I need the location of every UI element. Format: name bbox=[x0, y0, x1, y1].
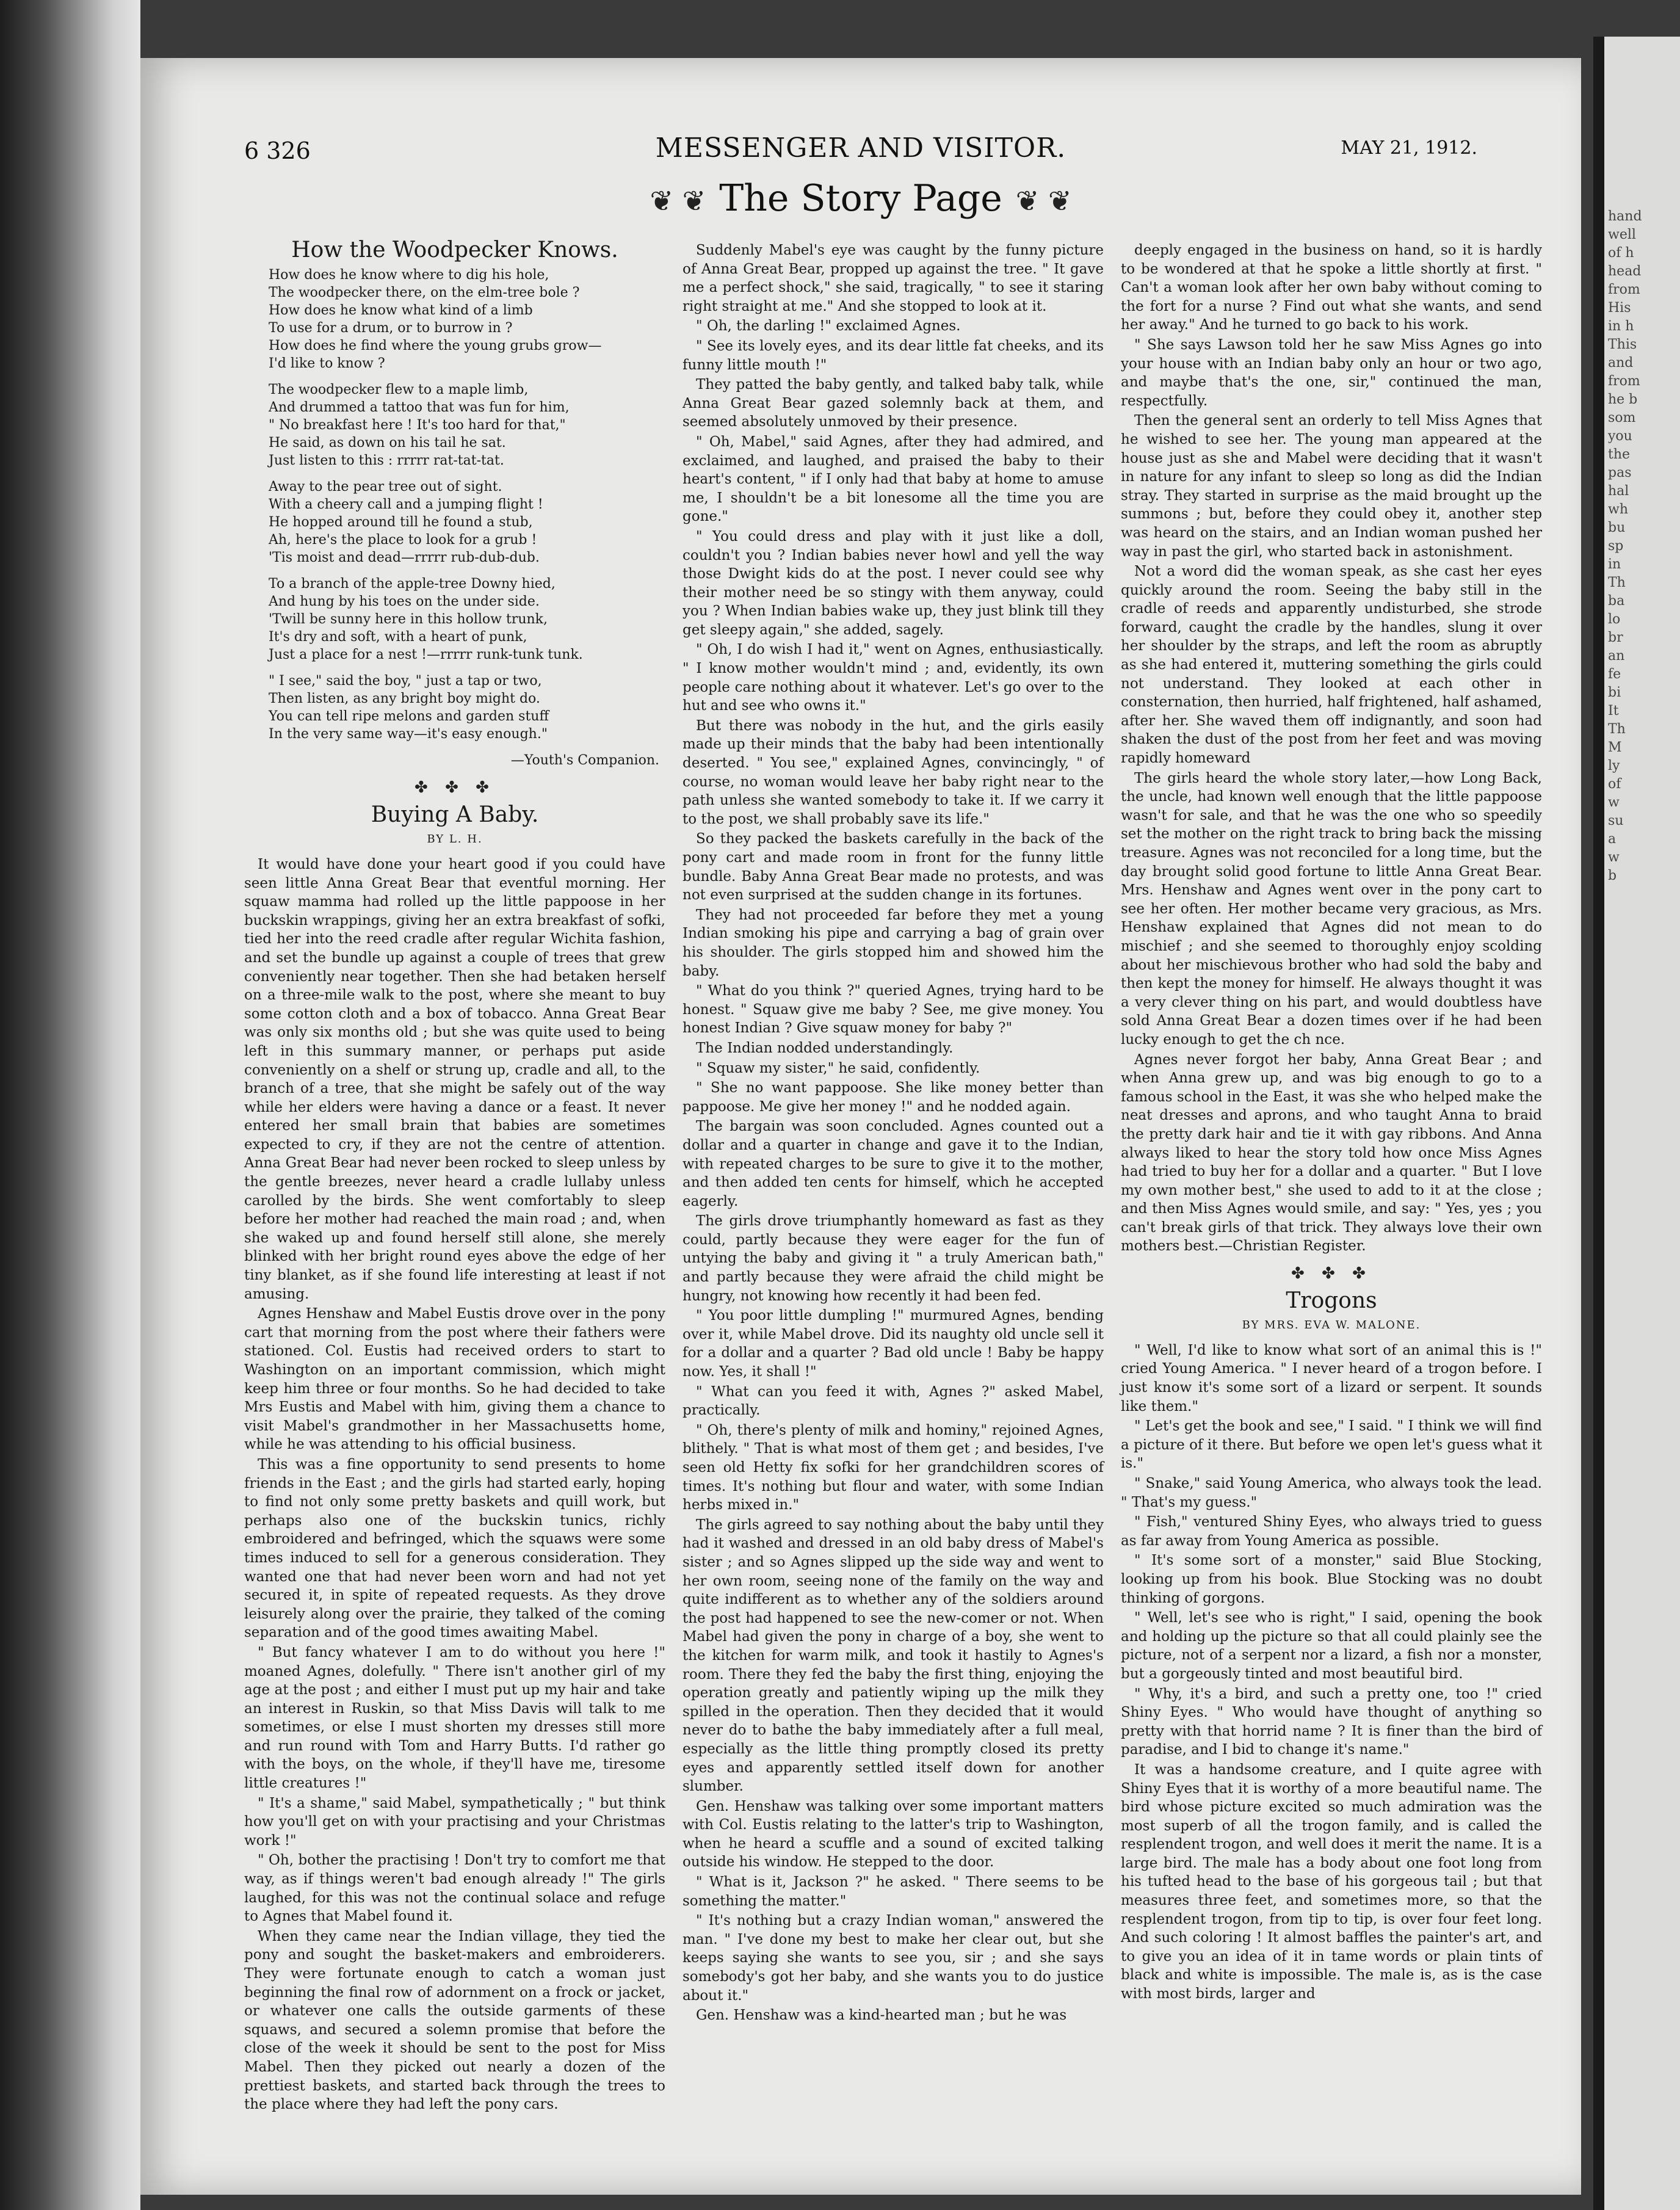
paragraph: " See its lovely eyes, and its dear little fat cheeks, and its funny little mouth !" bbox=[682, 338, 1104, 373]
adjacent-text-fragment: fe bbox=[1608, 667, 1621, 682]
poem-line: " No breakfast here ! It's too hard for that," bbox=[269, 417, 566, 433]
poem-line: In the very same way—it's easy enough." bbox=[269, 726, 548, 742]
adjacent-text-fragment: head bbox=[1608, 264, 1642, 279]
column-2 bbox=[682, 241, 1104, 2026]
poem-stanza bbox=[269, 672, 665, 743]
adjacent-page bbox=[1593, 37, 1680, 2210]
paragraph: Gen. Henshaw was talking over some important matters with Col. Eustis relating to the latter's trip to Washington, when he heard a scuffle and a sound of excited talking outside his window. He stepped to the door. bbox=[682, 1798, 1104, 1871]
paragraph: Suddenly Mabel's eye was caught by the funny picture of Anna Great Bear, propped up against the tree. " It gave me a perfect shock," she said, tragically, " to see it staring right straight at me." And she stopped to look at it. bbox=[682, 242, 1104, 314]
adjacent-text-fragment: ly bbox=[1608, 758, 1620, 774]
adjacent-text-fragment: Th bbox=[1608, 575, 1626, 590]
poem-line: How does he know what kind of a limb bbox=[269, 302, 533, 318]
paragraph: So they packed the baskets carefully in the back of the pony cart and made room in front for the funny little bundle. Baby Anna Great Bear made no protests, and was not even surprised at the sudden change in its fortunes. bbox=[682, 831, 1104, 904]
adjacent-text-fragment: an bbox=[1608, 648, 1625, 664]
adjacent-text-fragment: w bbox=[1608, 795, 1620, 810]
paragraph: But there was nobody in the hut, and the girls easily made up their minds that the baby had been intentionally deserted. " You see," explained Agnes, convincingly, " of course, no woman would leave her baby right near to the path unless she wanted somebody to take it. If we carry it to the post, we shall probably save its life." bbox=[682, 717, 1104, 827]
paragraph: " It's a shame," said Mabel, sympathetically ; " but think how you'll get on with your practising and your Christmas work !" bbox=[244, 1795, 665, 1849]
ornament-right: ❦ ❦ bbox=[1015, 184, 1072, 217]
newspaper-page bbox=[140, 58, 1581, 2195]
section-title bbox=[140, 177, 1581, 220]
poem-line: To a branch of the apple-tree Downy hied, bbox=[269, 576, 556, 592]
section-title-text: The Story Page bbox=[719, 177, 1002, 220]
poem-line: How does he know where to dig his hole, bbox=[269, 267, 549, 283]
separator: ✤ ✤ ✤ bbox=[415, 778, 495, 797]
paragraph: " Well, I'd like to know what sort of an animal this is !" cried Young America. " I never heard of a trogon before. I just know it's some sort of a lizard or serpent. It sounds like them." bbox=[1121, 1342, 1542, 1415]
paragraph: " Fish," ventured Shiny Eyes, who always tried to guess as far away from Young America as possible. bbox=[1121, 1514, 1542, 1549]
adjacent-text-fragment: the bbox=[1608, 447, 1631, 462]
paragraph: " She no want pappoose. She like money better than pappoose. Me give her money !" and he nodded again. bbox=[682, 1080, 1104, 1115]
paragraph: " But fancy whatever I am to do without you here !" moaned Agnes, dolefully. " There isn't another girl of my age at the post ; and either I must put up my hair and take an interest in Ruskin, so that Miss Davis will talk to me sometimes, or else I must shorten my dresses still more and run round with Tom and Harry Butts. I'd rather go with the boys, on the whole, if they'll have me, tiresome little creatures !" bbox=[244, 1644, 665, 1792]
paragraph: " Oh, bother the practising ! Don't try to comfort me that way, as if things weren't bad enough already !" The girls laughed, for this was not the continual solace and refuge to Agnes that Mabel found it. bbox=[244, 1852, 665, 1925]
paragraph: Then the general sent an orderly to tell Miss Agnes that he wished to see her. The young man appeared at the house just as she and Mabel were deciding that it wasn't in nature for any infant to sleep so long as did the Indian stray. They started in surprise as the maid brought up the summons ; but, before they could obey it, another step was heard on the stairs, and an Indian woman pushed her way in past the girl, who started back in astonishment. bbox=[1121, 413, 1542, 560]
poem-line: Just listen to this : rrrrr rat-tat-tat. bbox=[269, 452, 504, 468]
paragraph: " What do you think ?" queried Agnes, trying hard to be honest. " Squaw give me baby ? See, me give money. You honest Indian ? Give squaw money for baby ?" bbox=[682, 983, 1104, 1037]
trogons-byline: BY MRS. EVA W. MALONE. bbox=[1242, 1319, 1421, 1332]
paragraph: " Let's get the book and see," I said. " I think we will find a picture of it there. But before we open let's guess what it is." bbox=[1121, 1418, 1542, 1472]
poem-line: I'd like to know ? bbox=[269, 355, 385, 371]
paragraph: The girls agreed to say nothing about the baby until they had it washed and dressed in an old baby dress of Mabel's sister ; and so Agnes slipped up the side way and went to her own room, seeing none of the family on the way and quite indifferent as to whether any of the soldiers around the post had happened to see the new-comer or not. When Mabel had given the pony in charge of a boy, she went to the kitchen for warm milk, and took it hastily to Agnes's room. There they fed the baby the first thing, enjoying the operation greatly and patiently wiping up the milk they spilled in the operation. Then they decided that it would never do to bathe the baby immediately after a full meal, especially as the little thing promptly closed its pretty eyes and apparently settled itself down for another slumber. bbox=[682, 1516, 1104, 1795]
adjacent-text-fragment: su bbox=[1608, 813, 1624, 828]
paragraph: The girls heard the whole story later,—how Long Back, the uncle, had known well enough that the little pappoose wasn't for sale, and that he was the one who so speedily set the mother on the right track to bring back the missing treasure. Agnes was not reconciled for a long time, but the day brought solid good fortune to little Anna Great Bear. Mrs. Henshaw and Agnes went over in the pony cart to see her often. Her mother became very gracious, as Mrs. Henshaw explained that Agnes did not mean to do mischief ; and she seemed to thoroughly enjoy scolding about her mischievous brother who had sold the baby and then kept the money for himself. He always thought it was a very clever thing on his part, and would doubtless have sold Anna Great Bear a dozen times over if he had been lucky enough to get the ch nce. bbox=[1121, 770, 1542, 1048]
paragraph: " You poor little dumpling !" murmured Agnes, bending over it, while Mabel drove. Did its naughty old uncle sell it for a dollar and a quarter ? Bad old uncle ! Baby be happy now. Yes, it shall !" bbox=[682, 1308, 1104, 1380]
adjacent-text-fragment: br bbox=[1608, 630, 1623, 645]
adjacent-text-fragment: in h bbox=[1608, 319, 1634, 334]
poem-line: With a cheery call and a jumping flight ! bbox=[269, 496, 543, 512]
column-3 bbox=[1121, 241, 1542, 2005]
poem-stanza bbox=[269, 266, 665, 372]
adjacent-text-fragment: hand bbox=[1608, 209, 1642, 224]
poem-line: To use for a drum, or to burrow in ? bbox=[269, 320, 513, 336]
adjacent-text-fragment: Th bbox=[1608, 722, 1626, 737]
adjacent-text-fragment: from bbox=[1608, 282, 1640, 297]
paragraph: " Why, it's a bird, and such a pretty one, too !" cried Shiny Eyes. " Who would have thought of anything so pretty with that horrid name ? It is finer than the bird of paradise, and I bid to change it's name." bbox=[1121, 1686, 1542, 1758]
paragraph: It would have done your heart good if you could have seen little Anna Great Bear that eventful morning. Her squaw mamma had rolled up the little pappoose in her buckskin wrappings, giving her an extra breakfast of sofki, tied her into the reed cradle after regular Wichita fashion, and set the bundle up against a couple of trees that grew conveniently near together. Then she had betaken herself on a three-mile walk to the post, where she meant to buy some cotton cloth and a box of tobacco. Anna Great Bear was only six months old ; but she was quite used to being left in this summary manner, or perhaps put aside conveniently on a shelf or strung up, cradle and all, to the branch of a tree, that she might be safely out of the way while her elders were having a dance or a feast. It never entered her small brain that babies are sometimes expected to cry, if they are not the centre of attention. Anna Great Bear had never been rocked to sleep unless by the gentle breezes, never heard a cradle lullaby unless carolled by the birds. She went comfortably to sleep before her mother had reached the main road ; and, when she waked up and found herself still alone, she merely blinked with her bright round eyes above the edge of her tiny blanket, as if she found life interesting at least if not amusing. bbox=[244, 856, 665, 1302]
poem-stanza bbox=[269, 575, 665, 664]
adjacent-text-fragment: lo bbox=[1608, 612, 1621, 627]
adjacent-text-fragment: His bbox=[1608, 300, 1631, 316]
paragraph: deeply engaged in the business on hand, so it is hardly to be wondered at that he spoke a little shortly at first. " Can't a woman look after her own baby without coming to the fort for a nurse ? Find out what she wants, and send her away." And he turned to go back to his work. bbox=[1121, 242, 1542, 333]
adjacent-text-fragment: This bbox=[1608, 337, 1637, 352]
masthead: MESSENGER AND VISITOR. bbox=[655, 132, 1066, 164]
story-text-col1 bbox=[244, 855, 665, 2114]
separator: ✤ ✤ ✤ bbox=[1291, 1264, 1372, 1283]
adjacent-text-fragment: bi bbox=[1608, 685, 1621, 700]
poem-credit: —Youth's Companion. bbox=[510, 752, 659, 768]
adjacent-text-fragment: you bbox=[1608, 429, 1632, 444]
poem bbox=[269, 266, 665, 743]
paragraph: Not a word did the woman speak, as she cast her eyes quickly around the room. Seeing the baby still in the cradle of reeds and apparently undisturbed, she strode forward, caught the cradle by the handles, slung it over her shoulder by the straps, and left the room as abruptly as she had entered it, muttering something the girls could not understand. They looked at each other in consternation, then hurried, half frightened, half ashamed, after her. She waved them off indignantly, and soon had shaken the dust of the post from her feet and was moving rapidly homeward bbox=[1121, 563, 1542, 767]
poem-line: Just a place for a nest !—rrrrr runk-tunk tunk. bbox=[269, 647, 583, 662]
adjacent-text-fragment: and bbox=[1608, 355, 1634, 371]
poem-line: You can tell ripe melons and garden stuff bbox=[269, 708, 549, 724]
adjacent-text-fragment: wh bbox=[1608, 502, 1628, 517]
poem-line: And drummed a tattoo that was fun for him, bbox=[269, 399, 570, 415]
poem-stanza bbox=[269, 478, 665, 567]
adjacent-text-fragment: sp bbox=[1608, 538, 1624, 554]
paragraph: Agnes Henshaw and Mabel Eustis drove over in the pony cart that morning from the post where their fathers were stationed. Col. Eustis had received orders to start to Washington on an important commission, which might keep him three or four months. So he had decided to take Mrs Eustis and Mabel with him, giving them a chance to visit Mabel's grandmother in her Massachusetts home, while he was attending to his official business. bbox=[244, 1306, 665, 1453]
adjacent-text-fragment: of bbox=[1608, 777, 1621, 792]
adjacent-text-fragment: in bbox=[1608, 557, 1621, 572]
adjacent-text-fragment: ba bbox=[1608, 593, 1625, 609]
paragraph: " Oh, the darling !" exclaimed Agnes. bbox=[696, 318, 961, 335]
poem-line: The woodpecker flew to a maple limb, bbox=[269, 382, 529, 397]
poem-line: It's dry and soft, with a heart of punk, bbox=[269, 629, 527, 645]
story-byline: BY L. H. bbox=[427, 833, 483, 846]
paragraph: This was a fine opportunity to send presents to home friends in the East ; and the girls had started early, hoping to find not only some pretty baskets and quill work, but perhaps also one of the buckskin tunics, richly embroidered and befringed, which the squaws were some times induced to sell for a generous consideration. They wanted one that had never been worn and had not yet secured it, in spite of repeated requests. As they drove leisurely along over the prairie, they talked of the coming separation and of the good times awaiting Mabel. bbox=[244, 1456, 665, 1641]
poem-line: 'Tis moist and dead—rrrrr rub-dub-dub. bbox=[269, 549, 540, 565]
adjacent-text-fragment: b bbox=[1608, 868, 1617, 883]
paragraph: They patted the baby gently, and talked baby talk, while Anna Great Bear gazed solemnly back at them, and seemed absolutely unmoved by their presence. bbox=[682, 377, 1104, 430]
paragraph: They had not proceeded far before they met a young Indian smoking his pipe and carrying a bag of grain over his shoulder. The girls stopped him and showed him the baby. bbox=[682, 907, 1104, 979]
poem-line: Away to the pear tree out of sight. bbox=[269, 479, 502, 495]
paragraph: When they came near the Indian village, they tied the pony and sought the basket-makers and embroiderers. They were fortunate enough to catch a woman just beginning the final row of adornment on a frock or jacket, or whatever one calls the outside garments of these squaws, and secured a solemn promise that before the close of the week it should be sent to the post for Miss Mabel. Then they picked out nearly a dozen of the prettiest baskets, and started back through the trees to the place where they had left the pony cars. bbox=[244, 1928, 665, 2113]
paragraph: The girls drove triumphantly homeward as fast as they could, partly because they were eager for the fun of untying the baby and giving it " a truly American bath," and partly because they were afraid the child might be hungry, not knowing how recently it had been fed. bbox=[682, 1213, 1104, 1304]
adjacent-text-fragment: a bbox=[1608, 831, 1617, 847]
paragraph: " What can you feed it with, Agnes ?" asked Mabel, practically. bbox=[682, 1383, 1104, 1419]
paragraph: " Oh, I do wish I had it," went on Agnes, enthusiastically. " I know mother wouldn't mind ; and, evidently, its own people care nothing about it whatever. Let's go over to the hut and see who owns it." bbox=[682, 642, 1104, 714]
paragraph: " What is it, Jackson ?" he asked. " There seems to be something the matter." bbox=[682, 1874, 1104, 1909]
paragraph: " Oh, Mabel," said Agnes, after they had admired, and exclaimed, and laughed, and praised the baby to their heart's content, " if I only had that baby at home to amuse me, I shouldn't be a bit lonesome all the time you are gone." bbox=[682, 433, 1104, 525]
adjacent-text-fragment: M bbox=[1608, 740, 1622, 755]
adjacent-text-fragment: som bbox=[1608, 410, 1636, 426]
issue-date: MAY 21, 1912. bbox=[1341, 137, 1477, 159]
paragraph: " Well, let's see who is right," I said, opening the book and holding up the picture so that all could plainly see the picture, not of a serpent nor a lizard, a fish nor a monster, but a gorgeously tinted and most beautiful bird. bbox=[1121, 1610, 1542, 1682]
poem-line: The woodpecker there, on the elm-tree bole ? bbox=[269, 284, 580, 300]
paragraph: The bargain was soon concluded. Agnes counted out a dollar and a quarter in change and gave it to the Indian, with repeated charges to be sure to give it to the mother, and then added ten cents for himself, which he accepted eagerly. bbox=[682, 1118, 1104, 1209]
story-text-col3 bbox=[1121, 241, 1542, 1256]
column-1 bbox=[244, 237, 665, 2115]
adjacent-text-fragment: It bbox=[1608, 703, 1619, 719]
page-number: 6 326 bbox=[244, 137, 311, 164]
adjacent-text-fragment: well bbox=[1608, 227, 1636, 242]
poem-title: How the Woodpecker Knows. bbox=[291, 237, 618, 263]
trogons-text bbox=[1121, 1341, 1542, 2004]
poem-line: He said, as down on his tail he sat. bbox=[269, 435, 506, 451]
paragraph: " It's some sort of a monster," said Blue Stocking, looking up from his book. Blue Stocking was no doubt thinking of gorgons. bbox=[1121, 1552, 1542, 1606]
adjacent-text-fragment: he b bbox=[1608, 392, 1638, 407]
story-text-col2 bbox=[682, 241, 1104, 2025]
poem-line: And hung by his toes on the under side. bbox=[269, 593, 540, 609]
paragraph: Gen. Henshaw was a kind-hearted man ; but he was bbox=[696, 2007, 1067, 2024]
paragraph: " Oh, there's plenty of milk and hominy," rejoined Agnes, blithely. " That is what most of them get ; and besides, I've seen old Hetty fix sofki for her grandchildren scores of times. It's nothing but flour and water, with some Indian herbs mixed in." bbox=[682, 1422, 1104, 1513]
ornament-left: ❦ ❦ bbox=[650, 184, 706, 217]
paragraph: Agnes never forgot her baby, Anna Great Bear ; and when Anna grew up, and was big enough to go to a famous school in the East, it was she who helped make the neat dresses and aprons, and who taught Anna to braid the pretty dark hair and tie it with gay ribbons. And Anna always liked to hear the story told how once Miss Agnes had tried to buy her for a dollar and a quarter. " But I love my own mother best," she used to add to it at the close ; and then Miss Agnes would smile, and say: " Yes, yes ; you can't break girls of that trick. They always love their own mothers best.—Christian Register. bbox=[1121, 1051, 1542, 1255]
poem-line: He hopped around till he found a stub, bbox=[269, 514, 533, 530]
paragraph: It was a handsome creature, and I quite agree with Shiny Eyes that it is worthy of a more beautiful name. The bird whose picture excited so much admiration was the most superb of all the trogon family, and is called the resplendent trogon, and well does it merit the name. It is a large bird. The male has a body about one foot long from his tufted head to the base of his gorgeous tail ; but that measures three feet, and sometimes more, so that the resplendent trogon, from tip to tip, is over four feet long. And such coloring ! It almost baffles the painter's art, and to give you an idea of it in tame words or plain tints of black and white is impossible. The male is, as is the case with most birds, larger and bbox=[1121, 1761, 1542, 2002]
paragraph: The Indian nodded understandingly. bbox=[696, 1040, 954, 1056]
adjacent-text-fragment: of h bbox=[1608, 245, 1634, 261]
story-title: Buying A Baby. bbox=[371, 802, 539, 827]
poem-stanza bbox=[269, 381, 665, 469]
paragraph: " Squaw my sister," he said, confidently. bbox=[696, 1060, 980, 1076]
poem-line: " I see," said the boy, " just a tap or two, bbox=[269, 673, 542, 689]
poem-line: 'Twill be sunny here in this hollow trunk, bbox=[269, 611, 548, 627]
adjacent-text-fragment: bu bbox=[1608, 520, 1626, 535]
paragraph: " It's nothing but a crazy Indian woman," answered the man. " I've done my best to make her clear out, but she keeps saying she wants to see you, sir ; and she says somebody's got her baby, and she wants you to do justice about it." bbox=[682, 1913, 1104, 2004]
paragraph: " She says Lawson told her he saw Miss Agnes go into your house with an Indian baby only an hour or two ago, and maybe that's the one, sir," continued the man, respectfully. bbox=[1121, 336, 1542, 409]
paragraph: " You could dress and play with it just like a doll, couldn't you ? Indian babies never howl and yell the way those Dwight kids do at the post. I never could see why their mother need be so stingy with them anyway, could you ? When Indian babies wake up, they just blink till they get sleepy again," she added, sagely. bbox=[682, 528, 1104, 638]
adjacent-text-fragment: from bbox=[1608, 374, 1640, 389]
poem-line: Ah, here's the place to look for a grub ! bbox=[269, 532, 537, 548]
paragraph: " Snake," said Young America, who always took the lead. " That's my guess." bbox=[1121, 1476, 1542, 1510]
adjacent-text-fragment: w bbox=[1608, 850, 1620, 865]
book-binding-edge bbox=[0, 0, 140, 2210]
poem-line: How does he find where the young grubs grow— bbox=[269, 338, 602, 353]
adjacent-text-fragment: pas bbox=[1608, 465, 1632, 480]
trogons-title: Trogons bbox=[1286, 1288, 1377, 1313]
poem-line: Then listen, as any bright boy might do. bbox=[269, 690, 540, 706]
adjacent-text-fragment: hal bbox=[1608, 484, 1629, 499]
